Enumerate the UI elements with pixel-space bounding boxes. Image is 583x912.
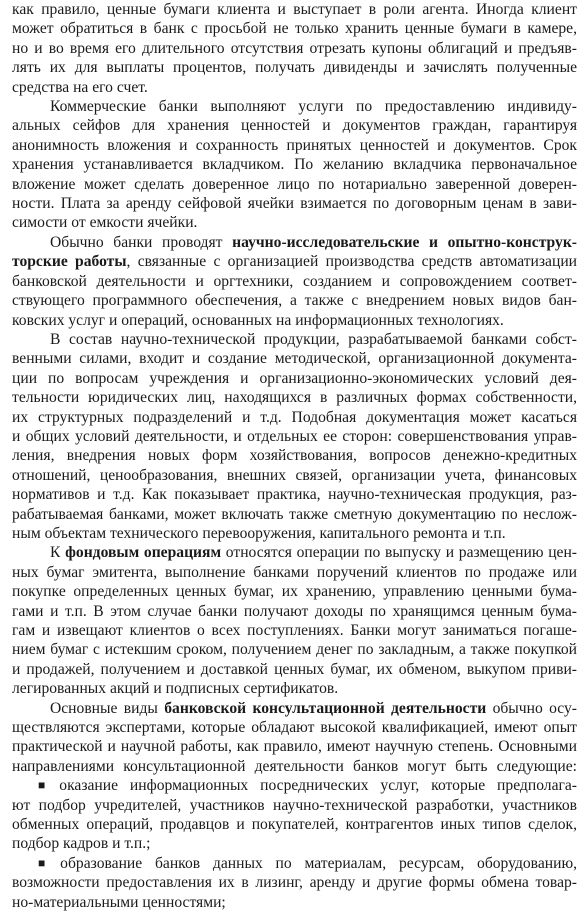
text-line: ления, внедрения новых форм хозяйствования, вопросов денежно-кредитных bbox=[12, 447, 577, 465]
text-line: как правило, ценные бумаги клиента и выступает в роли агента. Иногда клиент bbox=[12, 1, 577, 18]
text-line: хранения устанавливается вкладчиком. По желанию вкладчика первоначальное bbox=[12, 156, 577, 174]
text-line: ности. Плата за аренду сейфовой ячейки взимается по договорным ценам в зави- bbox=[12, 195, 577, 213]
text-line: тельности юридических лиц, находящихся в различных формах собственности, bbox=[12, 389, 577, 407]
text-line: но-материальными ценностями; bbox=[12, 893, 226, 911]
text-line: покупке определенных ценных бумаг, их хранению, управлению ценными бума- bbox=[12, 583, 577, 601]
text-line: но и во время его длительного отсутствия отрезать купоны облигаций и предъяв- bbox=[12, 39, 577, 57]
paragraph-1 bbox=[12, 0, 577, 97]
bullet-item-information-services bbox=[12, 776, 577, 854]
text-line: симости от емкости ячейки. bbox=[12, 214, 198, 232]
bold-term: научно-исследовательские и опытно-конструк- bbox=[232, 233, 577, 251]
text-line: нием бумаг с истекшим сроком, получением денег по закладным, а также покупкой bbox=[12, 641, 577, 659]
text-line bbox=[12, 543, 577, 562]
text-line: может обратиться в банк с просьбой не только хранить ценные бумаги в камере, bbox=[12, 20, 577, 38]
bold-term: фондовым операциям bbox=[65, 544, 222, 562]
text-line: отношений, ценообразования, внешних связей, организации учета, финансовых bbox=[12, 466, 577, 484]
text-line: гами и т.п. В этом случае банки получают доходы по хранящимся ценным бума- bbox=[12, 602, 577, 620]
text-line: ции по вопросам учреждения и организационно-экономических условий дея- bbox=[12, 369, 577, 387]
paragraph-scientific-products bbox=[12, 330, 577, 543]
text-fragment: обычно осу- bbox=[486, 699, 577, 717]
text-line: рабатываемая банками, может включать также сметную документацию по неслож- bbox=[12, 505, 577, 523]
text-line: и общих условий деятельности, и отдельных ее сторон: совершенствования управ- bbox=[12, 427, 577, 445]
text-fragment: К bbox=[50, 544, 66, 562]
text-fragment: Основные виды bbox=[50, 699, 165, 717]
text-line: средства на его счет. bbox=[12, 78, 148, 96]
text-line: альных сейфов для хранения ценностей и документов граждан, гарантируя bbox=[12, 117, 577, 135]
text-line: лять их для выплаты процентов, получать дивиденды и зачислять полученные bbox=[12, 59, 577, 77]
text-line bbox=[12, 854, 577, 873]
text-line bbox=[12, 776, 577, 795]
text-line: направлениями консультационной деятельности банков могут быть следующие: bbox=[12, 757, 577, 775]
text-line: В состав научно-технической продукции, разрабатываемой банками собст- bbox=[50, 330, 577, 348]
text-fragment: образование банков данных по материалам, ресурсам, оборудованию, bbox=[60, 854, 578, 872]
text-line: их структурных подразделений и т.д. Подобная документация может касаться bbox=[12, 408, 577, 426]
text-line: ных бумаг эмитента, выполнение банками поручений клиентов по продаже или bbox=[12, 563, 577, 581]
bullet-icon: ■ bbox=[38, 778, 54, 793]
text-line: анонимность вложения и сохранность принятых ценностей и документов. Срок bbox=[12, 136, 577, 154]
text-line: ют подбор учредителей, участников научно-технической разработки, участников bbox=[12, 796, 577, 814]
text-line: нормативов и т.д. Как показывает практика, научно-техническая продукция, раз- bbox=[12, 486, 577, 504]
text-line: гам и извещают клиентов о всех поступлениях. Банки могут заниматься погаше- bbox=[12, 622, 577, 639]
paragraph-stock-operations bbox=[12, 543, 577, 698]
text-line bbox=[12, 233, 577, 252]
text-line: венными силами, входит и создание методической, организационной документа- bbox=[12, 350, 577, 368]
text-fragment: оказание информационных посреднических услуг, которые предполага- bbox=[59, 777, 577, 795]
text-line: Коммерческие банки выполняют услуги по предоставлению индивиду- bbox=[50, 98, 577, 116]
text-line: ствующего программного обеспечения, а также с внедрением новых видов бан- bbox=[12, 292, 577, 310]
text-line: вложение может сделать доверенное лицо по нотариально заверенной доверен- bbox=[12, 175, 577, 193]
paragraph-consulting bbox=[12, 699, 577, 777]
text-line: возможности предоставления их в лизинг, аренду и другие формы обмена товар- bbox=[12, 874, 577, 892]
bold-term: банковской консультационной деятельности bbox=[164, 699, 487, 717]
text-line bbox=[12, 252, 577, 271]
paragraph-safe-deposit bbox=[12, 97, 577, 233]
bold-term: торские работы bbox=[12, 253, 127, 271]
text-line: легированных акций и подписных сертификатов. bbox=[12, 680, 339, 698]
bullet-icon: ■ bbox=[38, 855, 55, 870]
text-fragment: относятся операции по выпуску и размещению цен- bbox=[221, 544, 577, 562]
text-line: банковской деятельности и оргтехники, созданием и сопровождением соответ- bbox=[12, 272, 577, 290]
text-line: подбор кадров и т.п.; bbox=[12, 835, 151, 853]
text-line: обменных операций, продавцов и покупателей, контрагентов иных типов сделок, bbox=[12, 816, 577, 834]
text-line: ным объектам технического перевооружения, капитального ремонта и т.п. bbox=[12, 524, 506, 542]
paragraph-research-works bbox=[12, 233, 577, 330]
text-line: ковских услуг и операций, основанных на информационных технологиях. bbox=[12, 311, 504, 329]
text-fragment: Обычно банки проводят bbox=[50, 233, 233, 251]
text-line: и продажей, получением и доставкой ценных бумаг, их обменом, выкупом приви- bbox=[12, 660, 577, 678]
text-fragment: , связанные с организацией производства средств автоматизации bbox=[126, 253, 578, 271]
bullet-item-databases bbox=[12, 854, 577, 912]
text-line: практической и научной работы, как правило, имеют научную степень. Основными bbox=[12, 738, 577, 756]
text-line: ществляются экспертами, которые обладают высокой квалификацией, имеют опыт bbox=[12, 719, 577, 737]
text-line bbox=[12, 699, 577, 718]
